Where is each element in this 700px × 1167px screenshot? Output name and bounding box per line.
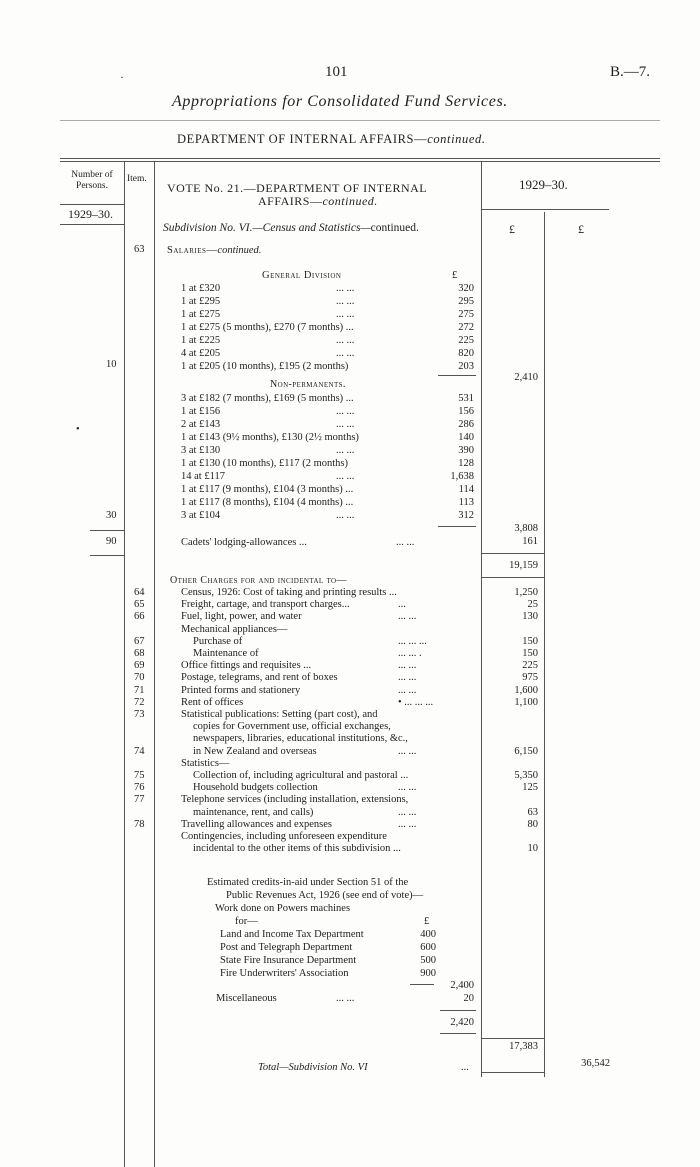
charge-label: Collection of, including agricultural and pastoral ... xyxy=(193,770,409,781)
salaries-sum-rule xyxy=(481,553,544,554)
non-permanent-row xyxy=(0,471,700,484)
subdivision-title xyxy=(163,222,419,234)
amount-final-rule xyxy=(481,1072,544,1073)
charge-label: Rent of offices xyxy=(181,696,244,708)
general-row xyxy=(0,296,700,309)
credits-row-value: 600 xyxy=(420,942,436,953)
general-row-value: 820 xyxy=(458,348,474,359)
vote-title-2 xyxy=(258,194,378,209)
header-item: Item. xyxy=(127,174,147,184)
charge-value: 130 xyxy=(522,611,538,623)
charge-label: newspapers, libraries, educational institutions, &c., xyxy=(193,733,408,745)
charge-dots: ... ... xyxy=(398,818,417,830)
non-permanent-row xyxy=(0,484,700,497)
general-row-label: 1 at £275 (5 months), £270 (7 months) ... xyxy=(181,322,354,333)
cadets-label: Cadets' lodging-allowances ... xyxy=(181,537,307,548)
subdivision-title-main: Subdivision No. VI.—Census and Statistics— xyxy=(163,222,371,234)
general-total: 2,410 xyxy=(514,372,538,383)
credits-row xyxy=(0,968,700,981)
charge-row xyxy=(0,794,700,807)
general-currency: £ xyxy=(452,270,458,281)
charge-label: Maintenance of xyxy=(193,648,259,659)
non-permanent-row-label: 14 at £117 xyxy=(181,471,225,482)
non-permanent-bullet: • xyxy=(76,424,80,435)
charge-value: 1,100 xyxy=(514,696,538,708)
persons-sum-rule xyxy=(90,530,124,531)
general-row-dots: ... ... xyxy=(336,348,355,359)
charge-value: 975 xyxy=(522,672,538,684)
salaries-heading xyxy=(167,245,261,256)
page-number: 101 xyxy=(325,64,348,80)
general-row-dots: ... ... xyxy=(336,309,355,320)
charge-value: 25 xyxy=(527,599,538,611)
charge-item-number: 65 xyxy=(134,599,145,611)
salaries-item-number: 63 xyxy=(134,244,145,255)
charge-item-number: 78 xyxy=(134,818,145,830)
credits-line-2: Public Revenues Act, 1926 (see end of vote)— xyxy=(226,890,424,901)
general-sum-rule xyxy=(438,375,476,376)
credits-currency: £ xyxy=(424,916,430,927)
charge-item-number: 70 xyxy=(134,672,145,684)
non-permanent-row-dots: ... ... xyxy=(336,445,355,456)
charge-item-number: 74 xyxy=(134,745,145,757)
charge-label: Census, 1926: Cost of taking and printing results ... xyxy=(181,587,397,598)
credits-subtotal: 2,400 xyxy=(450,980,474,991)
charge-value: 225 xyxy=(522,660,538,672)
non-permanent-row-value: 390 xyxy=(458,445,474,456)
salaries-heading-main: Salaries— xyxy=(167,245,218,256)
non-permanent-total: 3,808 xyxy=(514,523,538,534)
credits-misc-dots: ... ... xyxy=(336,993,355,1004)
non-permanent-row-value: 531 xyxy=(458,393,474,404)
charge-label: Mechanical appliances— xyxy=(181,623,288,635)
non-permanent-row-value: 113 xyxy=(458,497,474,508)
charge-row xyxy=(0,672,700,685)
charge-row xyxy=(0,611,700,624)
grand-total: 36,542 xyxy=(581,1058,610,1069)
page-reference: B.—7. xyxy=(610,64,651,80)
header-rule xyxy=(60,120,660,121)
charge-label: in New Zealand and overseas xyxy=(193,745,317,757)
charge-row xyxy=(0,746,700,759)
non-permanent-row-label: 3 at £130 xyxy=(181,445,221,456)
persons-rule-2 xyxy=(60,224,124,225)
general-row-value: 272 xyxy=(458,322,474,333)
currency-1: £ xyxy=(509,222,515,236)
non-permanent-row-label: 1 at £130 (10 months), £117 (2 months) xyxy=(181,458,349,469)
charge-value: 1,250 xyxy=(514,587,538,598)
credits-line-4: for— xyxy=(235,916,258,927)
charge-row xyxy=(0,782,700,795)
vote-title-suffix: continued. xyxy=(322,194,378,208)
persons-rule xyxy=(60,204,124,205)
charge-value: 63 xyxy=(527,806,538,818)
credits-row-label: Land and Income Tax Department xyxy=(220,929,364,940)
credits-row-value: 500 xyxy=(420,955,436,966)
non-permanent-row-label: 3 at £182 (7 months), £169 (5 months) ... xyxy=(181,393,354,404)
department-name: DEPARTMENT OF INTERNAL AFFAIRS— xyxy=(177,132,428,146)
charge-item-number: 69 xyxy=(134,660,145,672)
credits-row xyxy=(0,955,700,968)
subdivision-total-label: Total—Subdivision No. VI xyxy=(258,1062,368,1073)
charge-label: Travelling allowances and expenses xyxy=(181,818,332,830)
non-permanent-row-label: 1 at £117 (9 months), £104 (3 months) ... xyxy=(181,484,354,495)
general-row-dots: ... ... xyxy=(336,296,355,307)
header-dot: · xyxy=(120,70,124,84)
other-charges-total: 17,383 xyxy=(509,1041,538,1052)
charge-item-number: 68 xyxy=(134,648,145,659)
salaries-heading-suffix: continued. xyxy=(217,245,262,256)
salaries-total: 19,159 xyxy=(509,560,538,571)
non-permanent-row-dots: ... ... xyxy=(336,471,355,482)
non-permanent-row-value: 312 xyxy=(458,510,474,521)
general-division-heading: General Division xyxy=(262,270,342,281)
charge-value: 80 xyxy=(527,818,538,830)
charge-item-number: 67 xyxy=(134,635,145,647)
charge-label: Office fittings and requisites ... xyxy=(181,660,312,672)
subdivision-title-suffix: continued. xyxy=(370,222,419,234)
general-row-dots: ... ... xyxy=(336,335,355,346)
other-charges-heading: Other Charges for and incidental to— xyxy=(170,575,347,586)
currency-2: £ xyxy=(578,222,584,236)
general-row-value: 225 xyxy=(458,335,474,346)
non-permanent-row-dots: ... ... xyxy=(336,510,355,521)
credits-line-1: Estimated credits-in-aid under Section 51 of the xyxy=(207,877,409,888)
general-persons: 10 xyxy=(106,359,117,370)
non-permanent-row-value: 128 xyxy=(458,458,474,469)
general-row-value: 320 xyxy=(458,283,474,294)
credits-misc-value: 20 xyxy=(463,993,474,1004)
charge-dots: ... ... xyxy=(398,806,417,818)
charge-dots: ... ... xyxy=(398,660,417,672)
charge-label: Freight, cartage, and transport charges... xyxy=(181,599,350,611)
charge-dots: ... ... . xyxy=(398,648,422,659)
persons-end-rule xyxy=(90,555,124,556)
charge-row xyxy=(0,831,700,844)
charge-row xyxy=(0,697,700,710)
charge-label: Statistics— xyxy=(181,757,230,769)
charge-label: maintenance, rent, and calls) xyxy=(193,806,314,818)
salaries-total-rule xyxy=(481,577,544,578)
charge-label: Statistical publications: Setting (part cost), and xyxy=(181,709,378,720)
charge-row xyxy=(0,599,700,612)
non-permanent-row xyxy=(0,406,700,419)
nonperm-sum-rule xyxy=(438,526,476,527)
charge-label: Household budgets collection xyxy=(193,782,318,794)
charge-dots: • ... ... ... xyxy=(398,696,434,708)
charge-value: 1,600 xyxy=(514,684,538,696)
charge-row xyxy=(0,843,700,856)
charge-label: Postage, telegrams, and rent of boxes xyxy=(181,672,338,684)
credits-row xyxy=(0,942,700,955)
non-permanent-row xyxy=(0,432,700,445)
charge-row xyxy=(0,758,700,771)
non-permanents-heading: Non-permanents. xyxy=(270,379,346,390)
charge-dots: ... ... xyxy=(398,745,417,757)
charge-value: 125 xyxy=(522,782,538,794)
table-top-rule-2 xyxy=(60,161,660,162)
non-permanent-row xyxy=(0,497,700,510)
charge-item-number: 71 xyxy=(134,684,145,696)
year-rule xyxy=(481,209,609,210)
credits-row-value: 900 xyxy=(420,968,436,979)
credits-row-label: State Fire Insurance Department xyxy=(220,955,357,966)
credits-line-3: Work done on Powers machines xyxy=(215,903,351,914)
non-permanent-row-label: 1 at £156 xyxy=(181,406,221,417)
non-permanent-row-label: 1 at £143 (9½ months), £130 (2½ months) xyxy=(181,432,359,443)
charge-row xyxy=(0,721,700,734)
general-row-value: 275 xyxy=(458,309,474,320)
non-permanent-row xyxy=(0,510,700,523)
charge-dots: ... ... xyxy=(398,782,417,794)
charge-row xyxy=(0,819,700,832)
cadets-persons: 90 xyxy=(106,536,117,547)
non-permanent-row-dots: ... ... xyxy=(336,406,355,417)
charge-row xyxy=(0,648,700,661)
charge-row xyxy=(0,733,700,746)
general-row-label: 1 at £295 xyxy=(181,296,221,307)
charge-row xyxy=(0,636,700,649)
charge-label: Purchase of xyxy=(193,635,243,647)
charge-dots: ... ... xyxy=(398,672,417,684)
general-row-dots: ... ... xyxy=(336,283,355,294)
cadets-dots: ... ... xyxy=(396,537,415,548)
credits-row xyxy=(0,929,700,942)
non-permanent-row-label: 2 at £143 xyxy=(181,419,221,430)
general-row xyxy=(0,361,700,374)
credits-misc-label: Miscellaneous xyxy=(216,993,277,1004)
non-permanent-row-value: 286 xyxy=(458,419,474,430)
non-permanent-row-value: 114 xyxy=(458,484,474,495)
charge-value: 150 xyxy=(522,635,538,647)
general-row-label: 1 at £320 xyxy=(181,283,221,294)
header-number-of-persons: Number of Persons. xyxy=(71,170,113,191)
vote-title-affairs: AFFAIRS— xyxy=(258,194,323,208)
non-permanent-persons: 30 xyxy=(106,510,117,521)
non-permanent-row xyxy=(0,419,700,432)
cadets-value: 161 xyxy=(522,536,538,547)
credits-row-label: Fire Underwriters' Association xyxy=(220,968,349,979)
charge-label: Contingencies, including unforeseen expenditure xyxy=(181,831,387,842)
charge-label: copies for Government use, official exchanges, xyxy=(193,721,391,733)
credits-total-rule xyxy=(440,1010,476,1011)
charge-item-number: 72 xyxy=(134,696,145,708)
general-row-label: 1 at £205 (10 months), £195 (2 months) xyxy=(181,361,349,372)
vote-title: VOTE No. 21.—DEPARTMENT OF INTERNAL xyxy=(167,181,428,195)
general-row xyxy=(0,348,700,361)
charge-dots: ... xyxy=(398,599,406,611)
general-row xyxy=(0,335,700,348)
charge-label: Printed forms and stationery xyxy=(181,684,301,696)
charge-row xyxy=(0,709,700,722)
charge-label: Telephone services (including installation, extensions, xyxy=(181,794,409,806)
non-permanent-row xyxy=(0,393,700,406)
credits-row-label: Post and Telegraph Department xyxy=(220,942,353,953)
charge-row xyxy=(0,685,700,698)
charge-dots: ... ... ... xyxy=(398,635,427,647)
charge-value: 6,150 xyxy=(514,745,538,757)
charge-row xyxy=(0,807,700,820)
non-permanent-row xyxy=(0,445,700,458)
non-permanent-row-value: 156 xyxy=(458,406,474,417)
year-header: 1929–30. xyxy=(519,177,568,192)
charge-dots: ... ... xyxy=(398,611,417,623)
non-permanent-row-label: 3 at £104 xyxy=(181,510,221,521)
non-permanent-row-dots: ... ... xyxy=(336,419,355,430)
charge-item-number: 66 xyxy=(134,611,145,623)
general-row xyxy=(0,322,700,335)
subdivision-total-dots: ... xyxy=(461,1062,469,1073)
general-row-label: 4 at £205 xyxy=(181,348,221,359)
general-row xyxy=(0,283,700,296)
amount-total-rule xyxy=(481,1038,544,1039)
general-row-label: 1 at £275 xyxy=(181,309,221,320)
charge-value: 5,350 xyxy=(514,770,538,781)
charge-item-number: 64 xyxy=(134,587,145,598)
charge-dots: ... ... xyxy=(398,684,417,696)
table-top-rule xyxy=(60,158,660,159)
charge-item-number: 76 xyxy=(134,782,145,794)
charge-item-number: 75 xyxy=(134,770,145,781)
general-row xyxy=(0,309,700,322)
charge-item-number: 77 xyxy=(134,794,145,806)
year-left: 1929–30. xyxy=(68,207,113,221)
charge-row xyxy=(0,624,700,637)
charge-row xyxy=(0,587,700,600)
general-row-value: 295 xyxy=(458,296,474,307)
non-permanent-row-value: 1,638 xyxy=(450,471,474,482)
charge-row xyxy=(0,660,700,673)
credits-row-value: 400 xyxy=(420,929,436,940)
department-suffix: continued. xyxy=(427,132,486,146)
charge-item-number: 73 xyxy=(134,709,145,720)
page-title: Appropriations for Consolidated Fund Services. xyxy=(172,93,508,110)
non-permanent-row xyxy=(0,458,700,471)
charge-value: 10 xyxy=(527,843,538,855)
charge-label: incidental to the other items of this subdivision ... xyxy=(193,843,401,855)
non-permanent-row-value: 140 xyxy=(458,432,474,443)
non-permanent-row-label: 1 at £117 (8 months), £104 (4 months) ... xyxy=(181,497,354,508)
department-heading xyxy=(177,132,486,147)
general-row-label: 1 at £225 xyxy=(181,335,221,346)
credits-total-rule-2 xyxy=(440,1033,476,1034)
charge-value: 150 xyxy=(522,648,538,659)
general-row-value: 203 xyxy=(458,361,474,372)
charge-label: Fuel, light, power, and water xyxy=(181,611,302,623)
charge-row xyxy=(0,770,700,783)
credits-total: 2,420 xyxy=(450,1017,474,1028)
